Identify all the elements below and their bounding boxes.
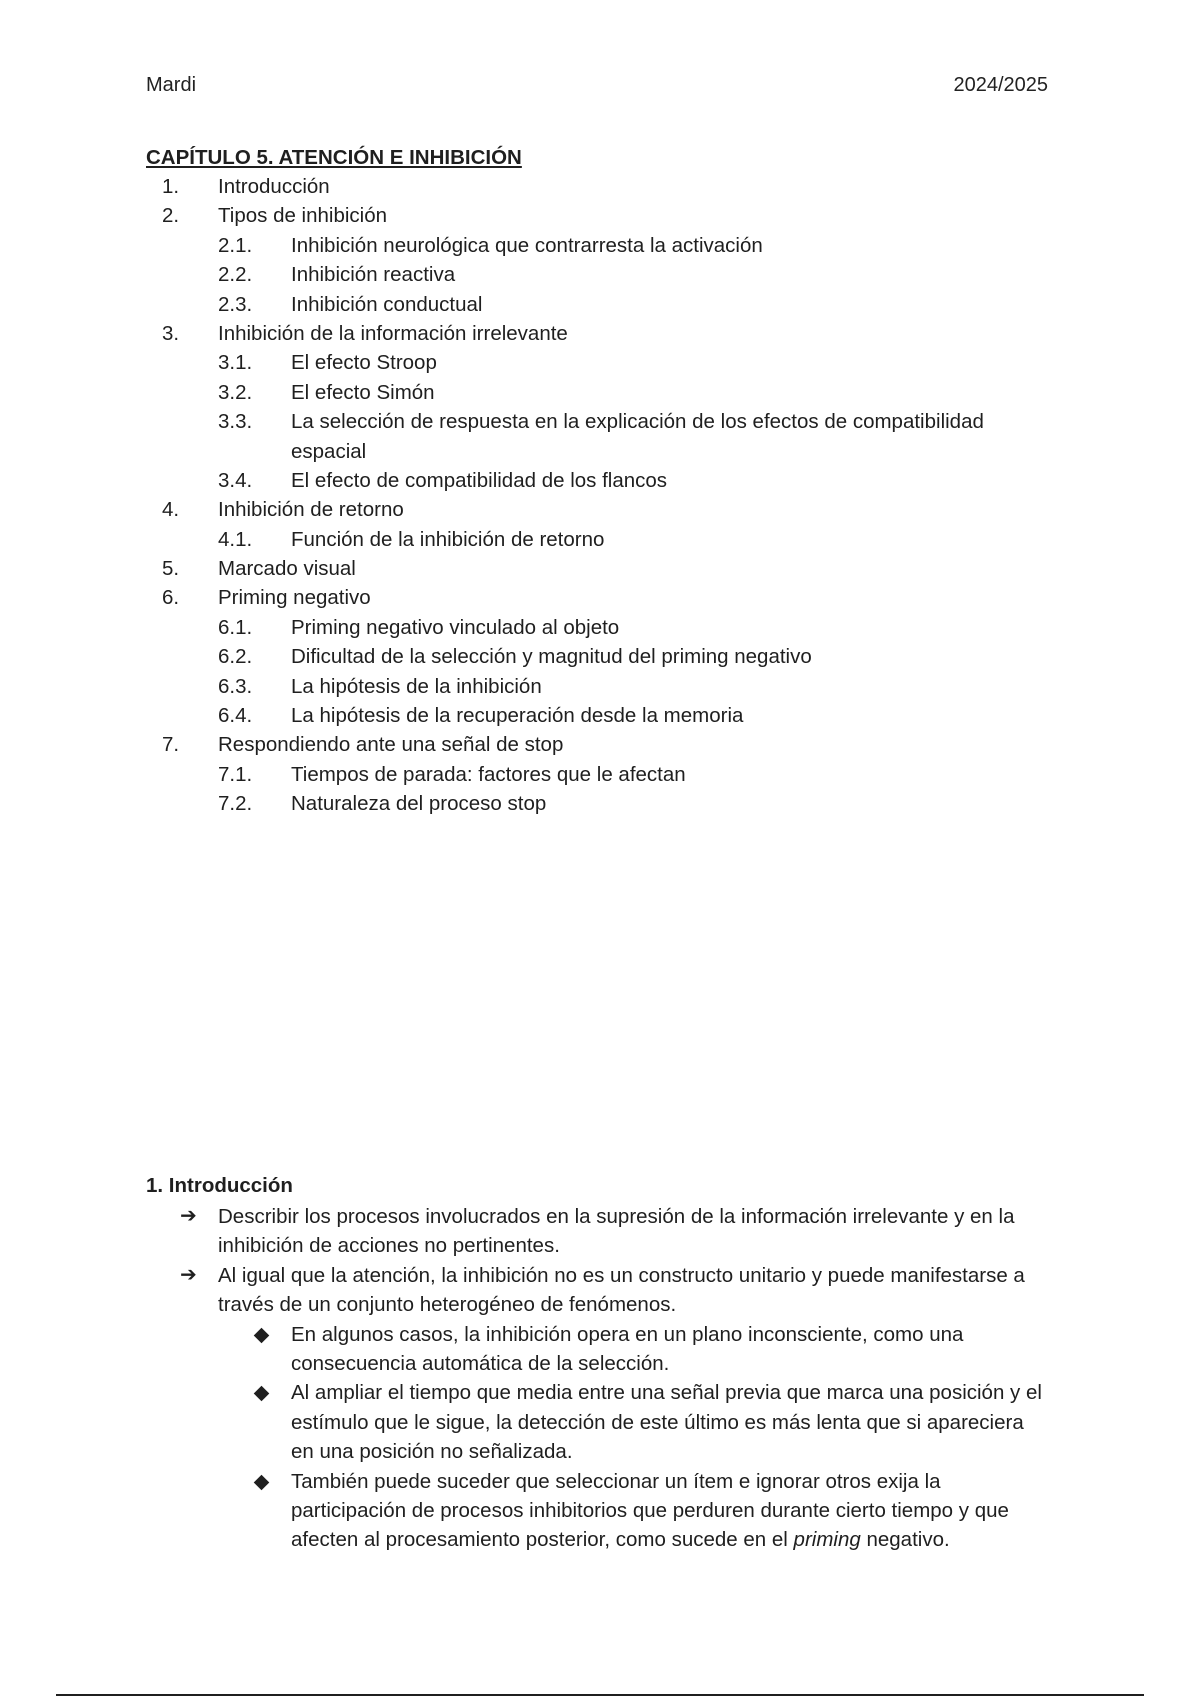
toc-subitem (0, 525, 1200, 554)
arrow-bullet-icon: ➔ (180, 1205, 197, 1227)
list-subitem (0, 1320, 1200, 1379)
toc-number: 2.2. (218, 263, 253, 287)
toc-number: 7.2. (218, 792, 253, 816)
toc-label: Inhibición de retorno (218, 498, 404, 522)
list-item (0, 1261, 1200, 1320)
toc-subitem (0, 613, 1200, 642)
diamond-bullet-icon (254, 1386, 270, 1402)
toc-subitem (0, 760, 1200, 789)
toc-label: La hipótesis de la recuperación desde la memoria (291, 704, 744, 728)
toc-number: 4.1. (218, 527, 253, 551)
toc-label: El efecto Stroop (291, 351, 437, 375)
toc-number: 2. (162, 204, 180, 228)
arrow-bullet-icon: ➔ (180, 1263, 197, 1286)
section-title: 1. Introducción (146, 1174, 293, 1197)
toc-label: Introducción (218, 175, 330, 198)
toc-subitem (0, 701, 1200, 730)
toc-subitem (0, 231, 1200, 260)
list-subitem (0, 1378, 1200, 1466)
toc-item (0, 319, 1200, 348)
toc-label: Dificultad de la selección y magnitud del priming negativo (291, 645, 812, 669)
toc-label: Inhibición neurológica que contrarresta la activación (291, 233, 763, 257)
bullet-text: Al ampliar el tiempo que media entre una señal previa que marca una posición y el estímulo que le sigue, la detección de este último es más lenta que si apareciera en una posición no señalizada. (291, 1381, 1042, 1464)
toc-number: 5. (162, 557, 180, 581)
chapter-title: CAPÍTULO 5. ATENCIÓN E INHIBICIÓN (146, 146, 522, 169)
toc-label: Marcado visual (218, 557, 356, 581)
toc-number: 3.2. (218, 380, 253, 404)
section-bullets (0, 1202, 1200, 1555)
toc-number: 7. (162, 733, 180, 757)
toc-number: 1. (162, 175, 180, 198)
toc-item (0, 730, 1200, 759)
toc-number: 6.3. (218, 674, 253, 698)
toc-item (0, 172, 1200, 201)
header-year: 2024/2025 (953, 74, 1048, 96)
list-item (0, 1202, 1200, 1261)
toc-subitem (0, 789, 1200, 818)
toc-label: La hipótesis de la inhibición (291, 674, 542, 698)
toc-label: Priming negativo vinculado al objeto (291, 615, 620, 639)
toc-number: 3.3. (218, 410, 253, 434)
toc-number: 7.1. (218, 762, 253, 786)
table-of-contents (0, 172, 1200, 819)
bullet-text: En algunos casos, la inhibición opera en un plano inconsciente, como una consecuencia automática de la selección. (291, 1322, 964, 1376)
toc-label: El efecto de compatibilidad de los flancos (291, 468, 668, 492)
toc-subitem (0, 260, 1200, 289)
toc-label: Inhibición de la información irrelevante (218, 321, 568, 345)
toc-subitem (0, 290, 1200, 319)
toc-number: 2.3. (218, 292, 253, 316)
toc-subitem (0, 466, 1200, 495)
toc-number: 6. (162, 586, 180, 610)
bullet-text: Describir los procesos involucrados en la supresión de la información irrelevante y en la inhibición de acciones no pertinentes. (218, 1205, 1015, 1258)
bullet-text-part: negativo. (860, 1528, 950, 1552)
toc-label: Naturaleza del proceso stop (291, 792, 547, 816)
toc-label: La selección de respuesta en la explicación de los efectos de compatibilidad espacial (291, 410, 984, 463)
toc-subitem (0, 672, 1200, 701)
bullet-text (291, 1467, 1051, 1555)
toc-label: Tiempos de parada: factores que le afectan (291, 762, 686, 786)
toc-subitem (0, 407, 1200, 466)
toc-number: 3.1. (218, 351, 253, 375)
toc-number: 6.1. (218, 615, 253, 639)
diamond-bullet-icon (254, 1327, 270, 1343)
toc-number: 6.4. (218, 704, 253, 728)
diamond-bullet-icon (254, 1474, 270, 1490)
toc-label: Función de la inhibición de retorno (291, 527, 605, 551)
toc-subitem (0, 642, 1200, 671)
toc-number: 6.2. (218, 645, 253, 669)
list-subitem (0, 1467, 1200, 1555)
toc-number: 3. (162, 321, 180, 345)
toc-item (0, 583, 1200, 612)
toc-item (0, 495, 1200, 524)
header-author: Mardi (146, 74, 197, 96)
toc-subitem (0, 378, 1200, 407)
toc-label: Respondiendo ante una señal de stop (218, 733, 564, 757)
toc-number: 2.1. (218, 233, 253, 257)
toc-label: Tipos de inhibición (218, 204, 388, 228)
italic-term: priming (793, 1528, 861, 1552)
toc-item (0, 554, 1200, 583)
toc-label: Priming negativo (218, 586, 371, 610)
toc-label: Inhibición conductual (291, 292, 483, 316)
footer-divider (56, 1694, 1144, 1696)
toc-item (0, 201, 1200, 230)
toc-label: El efecto Simón (291, 380, 435, 404)
toc-label: Inhibición reactiva (291, 263, 456, 287)
toc-number: 4. (162, 498, 180, 522)
bullet-text: Al igual que la atención, la inhibición no es un constructo unitario y puede manifestarse a través de un conjunto heterogéneo de fenómenos. (218, 1263, 1025, 1317)
toc-subitem (0, 348, 1200, 377)
toc-number: 3.4. (218, 468, 253, 492)
bullet-text-part: También puede suceder que seleccionar un ítem e ignorar otros exija la participación de procesos inhibitorios que perduren durante cierto tiempo y que afecten al procesamiento posterior, como sucede en el (291, 1469, 1009, 1552)
